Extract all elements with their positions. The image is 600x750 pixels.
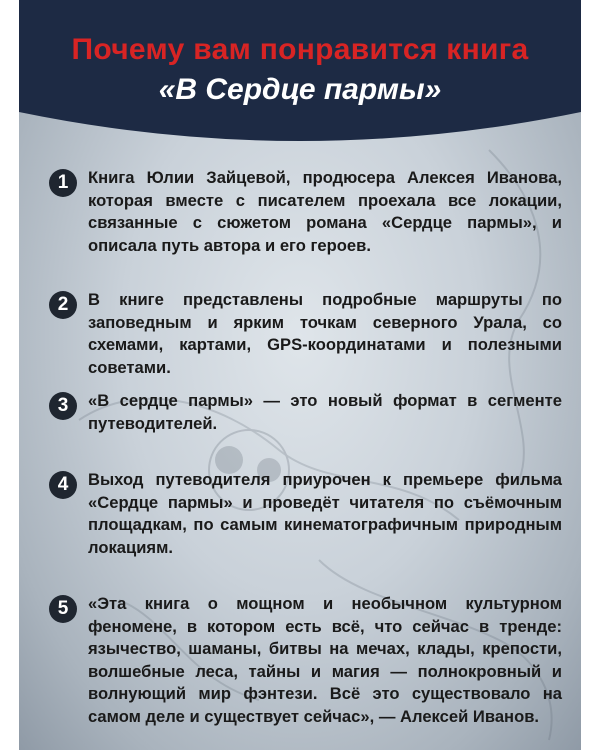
number-badge-2: 2 <box>49 291 77 319</box>
item-text-5: «Эта книга о мощном и необычном культурном феномене, в котором есть всё, что сейчас в тренде: язычество, шаманы, битвы на мечах, клады, крепости, волшебные леса, тайны и магия — полнокровный и волнующий мир фэнтези. Всё это существовало на самом деле и существует сейчас», — Алексей Иванов. <box>88 594 562 726</box>
number-badge-3: 3 <box>49 392 77 420</box>
title-line-1: Почему вам понравится книга <box>71 33 529 66</box>
number-badge-5: 5 <box>49 595 77 623</box>
info-card <box>19 0 581 750</box>
number-badge-1: 1 <box>49 169 77 197</box>
item-text-4: Выход путеводителя приурочен к премьере фильма «Сердце пармы» и проведёт читателя по съёмочным площадкам, по самым кинематографичным природным локациям. <box>88 470 562 557</box>
header-banner <box>19 0 581 152</box>
title-line-2: «В Сердце пармы» <box>158 73 442 106</box>
item-text-2: В книге представлены подробные маршруты по заповедным и ярким точкам северного Урала, со схемами, картами, GPS-координатами и полезными советами. <box>88 290 562 377</box>
number-badge-4: 4 <box>49 471 77 499</box>
item-text-1: Книга Юлии Зайцевой, продюсера Алексея Иванова, которая вместе с писателем проехала все локации, связанные с сюжетом романа «Сердце пармы», и описала путь автора и его героев. <box>88 168 562 255</box>
item-text-3: «В сердце пармы» — это новый формат в сегменте путеводителей. <box>88 391 562 433</box>
